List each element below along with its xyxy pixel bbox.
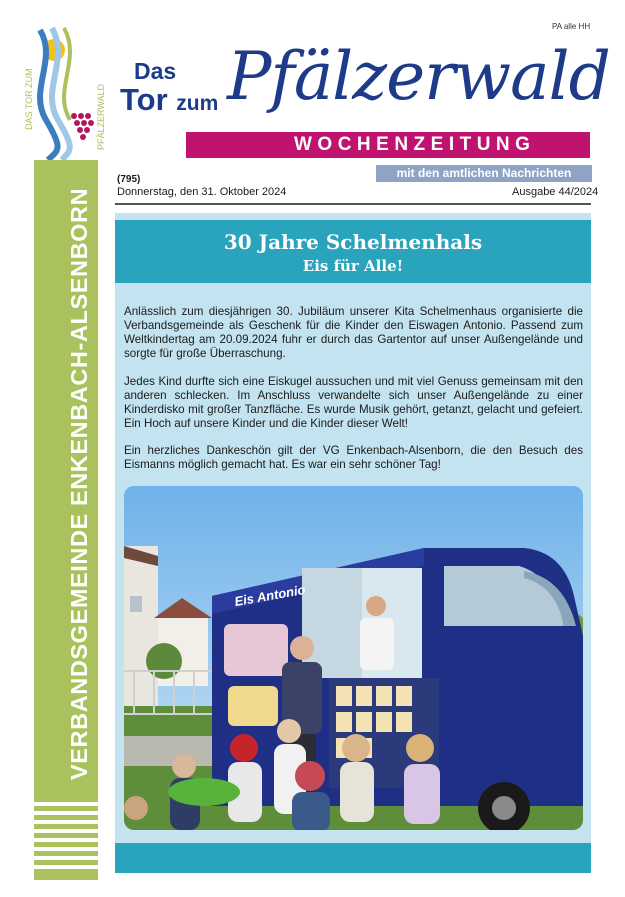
article-photo xyxy=(124,486,583,830)
distribution-note: PA alle HH xyxy=(552,22,591,31)
sidebar-municipality-text: VERBANDSGEMEINDE ENKENBACH-ALSENBORN xyxy=(66,187,92,780)
wochenzeitung-label: WOCHENZEITUNG xyxy=(294,134,536,155)
article-title: 30 Jahre Schelmenhals xyxy=(223,230,483,254)
sidebar-band xyxy=(34,160,98,880)
title-tor-zum xyxy=(120,82,218,118)
tagline-badge: mit den amtlichen Nachrichten xyxy=(376,165,592,182)
logo-text-bottom: PFÄLZERWALD xyxy=(96,83,106,150)
article-paragraph: Jedes Kind durfte sich eine Eiskugel aussuchen und mit viel Genuss gemeinsam mit den anderen schlecken. Im Anschluss verwandelte sich unser Außengelände zu einer Kinderdisko mit großer Tanzfläche. Es wurde Musik gehört, getanzt, gelacht und gefeiert. Ein Hoch auf unsere Kinder und die Kinder dieser Welt! xyxy=(124,375,583,430)
article-paragraph: Ein herzliches Dankeschön gilt der VG Enkenbach-Alsenborn, die den Besuch des Eismanns möglich gemacht hat. Es war ein sehr schöner Tag! xyxy=(124,444,583,471)
article-subtitle: Eis für Alle! xyxy=(302,257,404,275)
ice-cream-van-illustration xyxy=(124,486,583,830)
title-tor: Tor xyxy=(120,82,168,117)
header-divider xyxy=(115,203,591,205)
issue-number: (795) xyxy=(117,174,141,185)
sidebar-stripes xyxy=(34,802,98,880)
issue-edition: Ausgabe 44/2024 xyxy=(512,186,599,198)
issue-date: Donnerstag, den 31. Oktober 2024 xyxy=(117,186,287,198)
van-label: Eis Antonio xyxy=(233,581,307,610)
article-paragraph: Anlässlich zum diesjährigen 30. Jubiläum unserer Kita Schelmenhaus organisierte die Verbandsgemeinde als Geschenk für die Kinder den Eiswagen Antonio. Passend zum Weltkindertag am 20.09.2024 fuhr er durch das Gartentor auf unser Außengelände und sorgte für große Überraschung. xyxy=(124,305,583,360)
logo-text-top: DAS TOR ZUM xyxy=(24,68,34,130)
title-main: Pfälzerwald xyxy=(227,38,610,115)
title-das: Das xyxy=(134,58,177,84)
article-footer-band xyxy=(115,843,591,873)
title-zum: zum xyxy=(176,92,219,115)
pfalzerwald-logo xyxy=(18,20,108,160)
